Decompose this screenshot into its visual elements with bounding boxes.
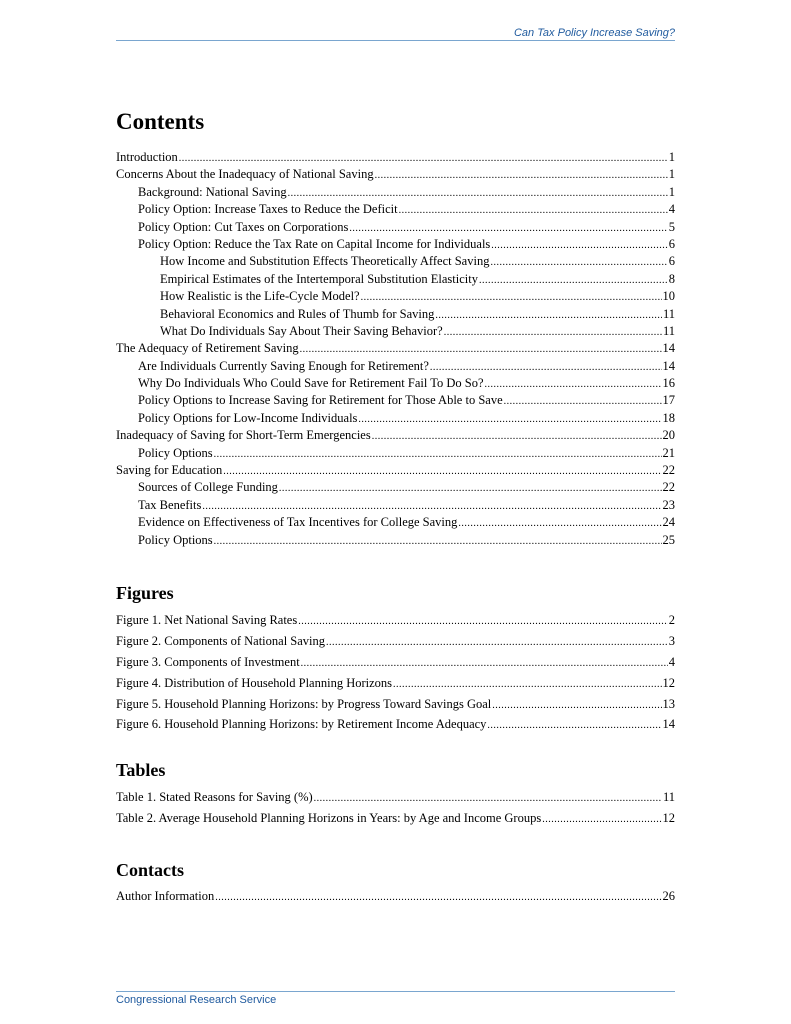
- toc-entry[interactable]: Why Do Individuals Who Could Save for Retirement Fail To Do So? ..... 16: [116, 375, 675, 392]
- toc-entry[interactable]: Are Individuals Currently Saving Enough for Retirement? ..... 14: [116, 358, 675, 375]
- footer-rule: [116, 991, 675, 992]
- toc-entry[interactable]: Background: National Saving ..... 1: [116, 184, 675, 201]
- figures-list: [116, 612, 675, 734]
- toc-entry[interactable]: What Do Individuals Say About Their Saving Behavior? ..... 11: [116, 323, 675, 340]
- figure-entry[interactable]: Figure 2. Components of National Saving ..... 3: [116, 633, 675, 650]
- toc-entry[interactable]: Policy Option: Increase Taxes to Reduce the Deficit ..... 4: [116, 201, 675, 218]
- figures-heading: Figures: [116, 583, 174, 603]
- toc-entry[interactable]: Evidence on Effectiveness of Tax Incentives for College Saving ..... 24: [116, 514, 675, 531]
- table-entry[interactable]: Table 2. Average Household Planning Horizons in Years: by Age and Income Groups ..... 12: [116, 810, 675, 827]
- toc-entry[interactable]: Inadequacy of Saving for Short-Term Emergencies ..... 20: [116, 427, 675, 444]
- toc-entry[interactable]: Introduction ..... 1: [116, 149, 675, 166]
- toc-entry[interactable]: Empirical Estimates of the Intertemporal Substitution Elasticity ..... 8: [116, 271, 675, 288]
- toc-entry[interactable]: Policy Options ..... 25: [116, 532, 675, 549]
- contact-entry[interactable]: Author Information ..... 26: [116, 888, 675, 905]
- toc-entry[interactable]: Behavioral Economics and Rules of Thumb for Saving ..... 11: [116, 306, 675, 323]
- toc-entry[interactable]: Saving for Education ..... 22: [116, 462, 675, 479]
- toc-entry[interactable]: Policy Options to Increase Saving for Retirement for Those Able to Save ..... 17: [116, 392, 675, 409]
- toc-entry[interactable]: Policy Options for Low-Income Individuals ..... 18: [116, 410, 675, 427]
- figure-entry[interactable]: Figure 1. Net National Saving Rates ..... 2: [116, 612, 675, 629]
- toc-entry[interactable]: How Income and Substitution Effects Theoretically Affect Saving ..... 6: [116, 253, 675, 270]
- table-entry[interactable]: Table 1. Stated Reasons for Saving (%) ..... 11: [116, 789, 675, 806]
- header-rule: [116, 40, 675, 41]
- page-footer-org: Congressional Research Service: [116, 994, 277, 1006]
- toc-entry[interactable]: Sources of College Funding ..... 22: [116, 479, 675, 496]
- contents-list: [116, 149, 675, 549]
- toc-entry[interactable]: Tax Benefits ..... 23: [116, 497, 675, 514]
- figure-entry[interactable]: Figure 6. Household Planning Horizons: by Retirement Income Adequacy ..... 14: [116, 716, 675, 733]
- figure-entry[interactable]: Figure 5. Household Planning Horizons: by Progress Toward Savings Goal ..... 13: [116, 696, 675, 713]
- figure-entry[interactable]: Figure 3. Components of Investment ..... 4: [116, 654, 675, 671]
- toc-entry[interactable]: Concerns About the Inadequacy of National Saving ..... 1: [116, 166, 675, 183]
- contacts-list: [116, 888, 675, 905]
- toc-entry[interactable]: Policy Option: Reduce the Tax Rate on Capital Income for Individuals ..... 6: [116, 236, 675, 253]
- tables-list: [116, 789, 675, 827]
- toc-entry[interactable]: How Realistic is the Life-Cycle Model? ..... 10: [116, 288, 675, 305]
- tables-heading: Tables: [116, 760, 166, 780]
- contents-heading: Contents: [116, 109, 205, 134]
- page-header-title: Can Tax Policy Increase Saving?: [513, 27, 675, 39]
- toc-entry[interactable]: Policy Options ..... 21: [116, 445, 675, 462]
- toc-entry[interactable]: Policy Option: Cut Taxes on Corporations ..... 5: [116, 219, 675, 236]
- figure-entry[interactable]: Figure 4. Distribution of Household Planning Horizons ..... 12: [116, 675, 675, 692]
- contacts-heading: Contacts: [116, 860, 184, 880]
- toc-entry[interactable]: The Adequacy of Retirement Saving ..... 14: [116, 340, 675, 357]
